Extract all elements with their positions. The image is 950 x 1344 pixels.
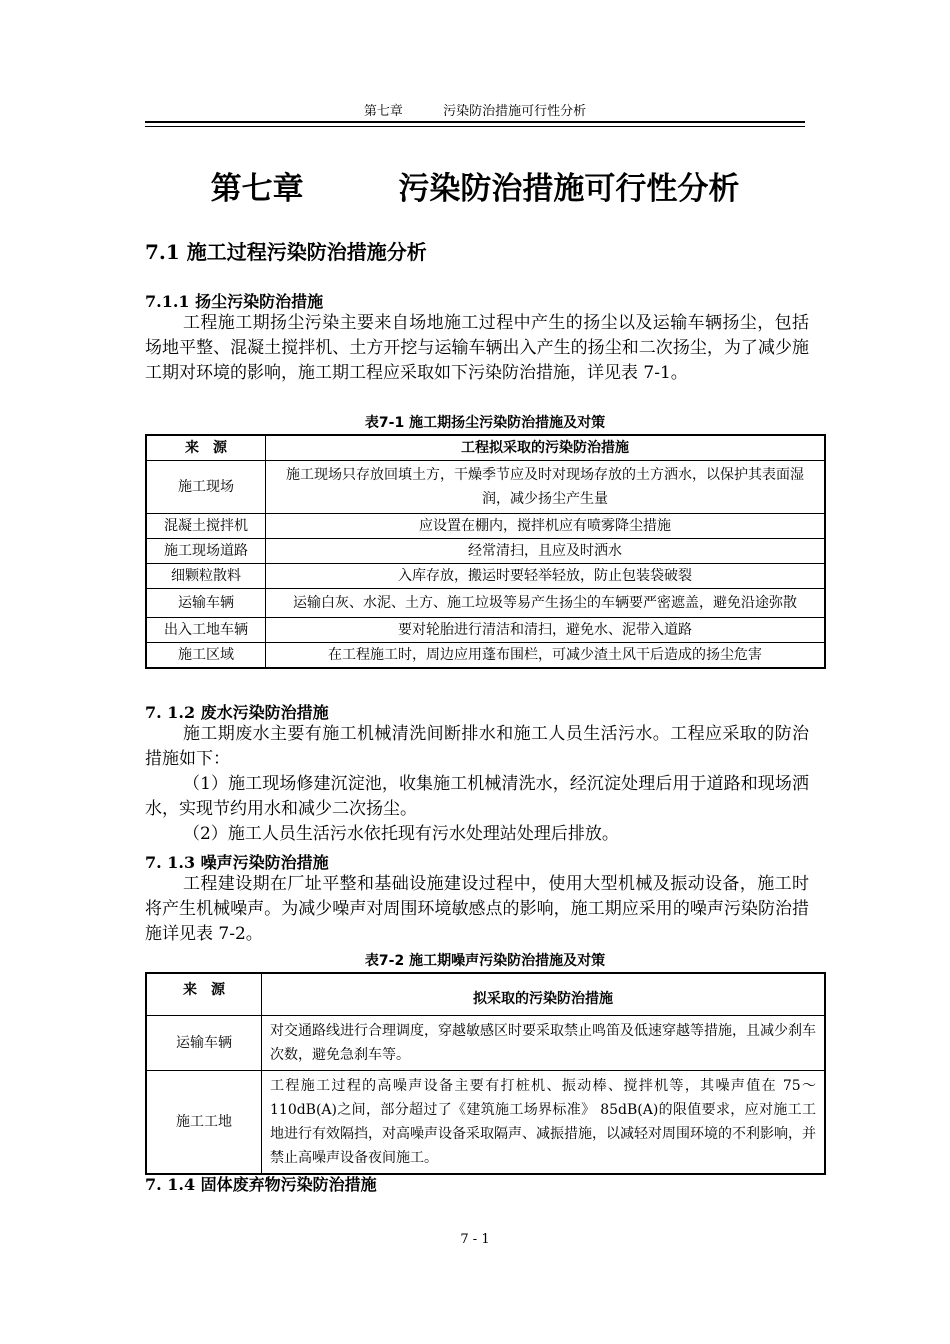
table1-source: 施工现场道路: [146, 539, 266, 564]
table2-source: 施工工地: [146, 1070, 262, 1174]
table-row: [146, 539, 825, 564]
section-7-1-1-paragraph: 工程施工期扬尘污染主要来自场地施工过程中产生的扬尘以及运输车辆扬尘，包括场地平整、混凝土搅拌机、土方开挖与运输车辆出入产生的扬尘和二次扬尘，为了减少施工期对环境的影响，施工期工程应采取如下污染防治措施，详见表 7-1。: [145, 313, 809, 383]
table2-caption: 表7-2 施工期噪声污染防治措施及对策: [364, 953, 606, 969]
table1-source: 施工区域: [146, 643, 266, 669]
table-row: [146, 1070, 825, 1174]
section-7-1-2-item-2: （2）施工人员生活污水依托现有污水处理站处理后排放。: [183, 824, 619, 844]
section-7-1-1-heading: 7.1.1 扬尘污染防治措施: [145, 292, 324, 311]
table1-source: 细颗粒散料: [146, 564, 266, 589]
header-title: 污染防治措施可行性分析: [443, 104, 587, 119]
table1-measure: 应设置在棚内，搅拌机应有喷雾降尘措施: [266, 514, 826, 539]
page-number: 7 - 1: [460, 1232, 490, 1247]
table1: [145, 434, 826, 669]
table2: [145, 972, 826, 1175]
section-7-1-2-paragraph: 施工期废水主要有施工机械清洗间断排水和施工人员生活污水。工程应采取的防治措施如下：: [145, 724, 809, 769]
table-row: [146, 1015, 825, 1070]
chapter-name: 污染防治措施可行性分析: [398, 171, 740, 207]
table2-measure: 对交通路线进行合理调度，穿越敏感区时要采取禁止鸣笛及低速穿越等措施，且减少刹车次数，避免急刹车等。: [262, 1015, 826, 1070]
table2-header-measures: 拟采取的污染防治措施: [262, 973, 826, 1015]
table1-source: 运输车辆: [146, 589, 266, 618]
section-7-1-2-heading: 7. 1.2 废水污染防治措施: [145, 703, 329, 722]
table-row: [146, 514, 825, 539]
table1-header-source: 来 源: [146, 435, 266, 461]
table-row: [146, 643, 825, 669]
table1-measure: 经常清扫，且应及时洒水: [266, 539, 826, 564]
section-7-1-3-paragraph: 工程建设期在厂址平整和基础设施建设过程中，使用大型机械及振动设备，施工时将产生机械噪声。为减少噪声对周围环境敏感点的影响，施工期应采用的噪声污染防治措施详见表 7-2。: [145, 874, 809, 944]
table2-header-source: 来 源: [146, 973, 262, 1015]
chapter-title: [145, 163, 805, 208]
table1-measure: 要对轮胎进行清洁和清扫，避免水、泥带入道路: [266, 618, 826, 643]
chapter-number: 第七章: [210, 171, 304, 207]
table1-measure: 入库存放，搬运时要轻举轻放，防止包装袋破裂: [266, 564, 826, 589]
table2-source: 运输车辆: [146, 1015, 262, 1070]
table1-header-measures: 工程拟采取的污染防治措施: [266, 435, 826, 461]
table-row: [146, 564, 825, 589]
table1-source: 施工现场: [146, 461, 266, 514]
table1-measure: 在工程施工时，周边应用蓬布围栏，可减少渣土风干后造成的扬尘危害: [266, 643, 826, 669]
table-row: [146, 589, 825, 618]
table2-measure: 工程施工过程的高噪声设备主要有打桩机、振动棒、搅拌机等，其噪声值在 75～110dB(A)之间，部分超过了《建筑施工场界标准》 85dB(A)的限值要求，应对施工工地进行有效隔挡，对高噪声设备采取隔声、减振措施，以减轻对周围环境的不利影响，并禁止高噪声设备夜间施工。: [262, 1070, 826, 1174]
table2-header-row: [146, 973, 825, 1015]
table-row: [146, 618, 825, 643]
table1-header-row: [146, 435, 825, 461]
header-rule-thin: [145, 126, 805, 127]
table1-caption: 表7-1 施工期扬尘污染防治措施及对策: [364, 415, 606, 431]
table1-measure: 运输白灰、水泥、土方、施工垃圾等易产生扬尘的车辆要严密遮盖，避免沿途弥散: [266, 589, 826, 618]
section-7-1-2-item-1: （1）施工现场修建沉淀池，收集施工机械清洗水，经沉淀处理后用于道路和现场洒水，实现节约用水和减少二次扬尘。: [145, 774, 809, 819]
table1-source: 混凝土搅拌机: [146, 514, 266, 539]
section-7-1-heading: 7.1 施工过程污染防治措施分析: [145, 240, 427, 264]
running-header: [145, 100, 805, 119]
table-row: [146, 461, 825, 514]
section-7-1-4-heading: 7. 1.4 固体废弃物污染防治措施: [145, 1175, 377, 1194]
header-rule-thick: [145, 121, 805, 123]
section-7-1-3-heading: 7. 1.3 噪声污染防治措施: [145, 853, 329, 872]
header-chapter: 第七章: [363, 104, 403, 119]
table1-measure: 施工现场只存放回填土方，干燥季节应及时对现场存放的土方洒水，以保护其表面湿润，减少扬尘产生量: [266, 461, 826, 514]
table1-source: 出入工地车辆: [146, 618, 266, 643]
